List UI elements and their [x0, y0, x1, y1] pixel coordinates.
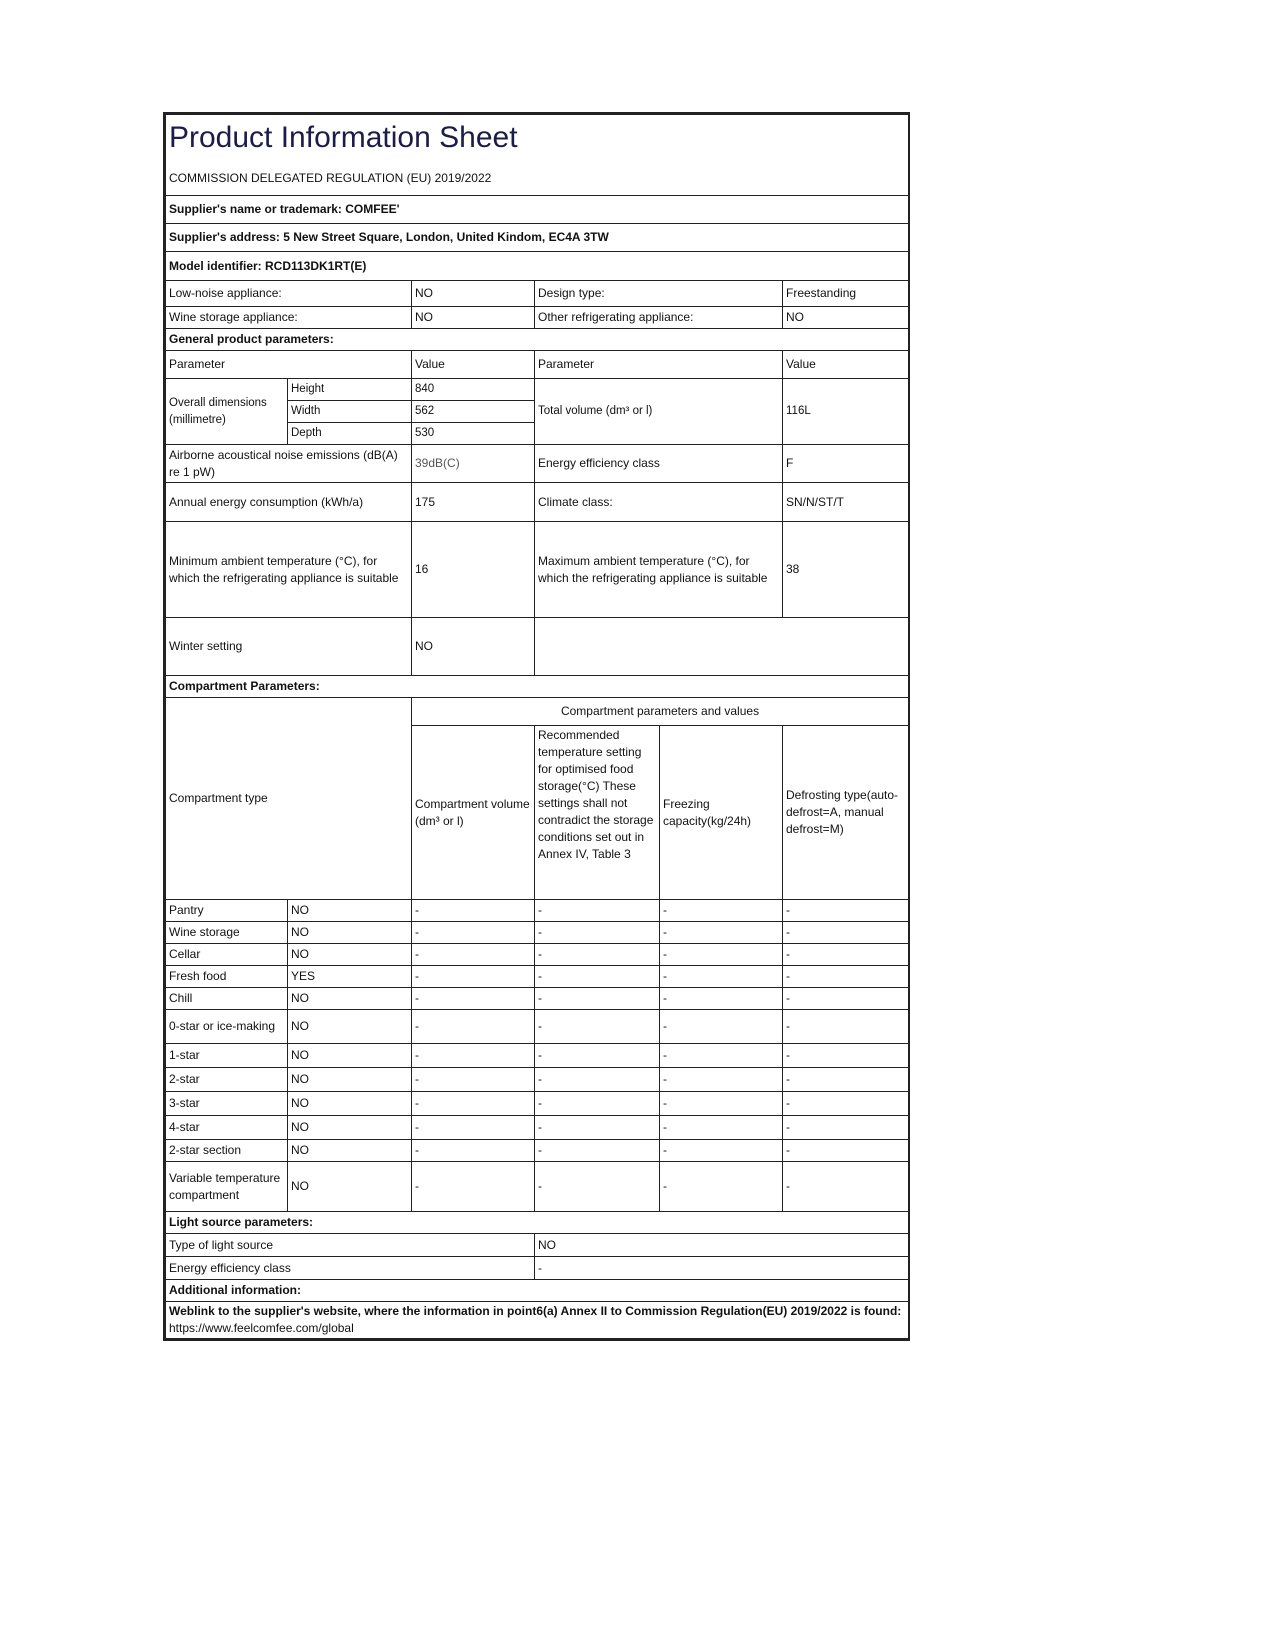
- depth-label: Depth: [288, 423, 412, 445]
- compartment-name-cell: 1-star: [166, 1044, 288, 1068]
- compartment-freezing-cell: -: [660, 1140, 783, 1162]
- compartment-freezing-cell: -: [660, 1162, 783, 1212]
- compartment-present-cell: NO: [288, 1116, 412, 1140]
- info-table: [165, 114, 909, 1339]
- compartment-present-cell: NO: [288, 1010, 412, 1044]
- compartment-present-cell: NO: [288, 922, 412, 944]
- light-type-value: NO: [535, 1234, 909, 1257]
- compartment-volume-cell: -: [412, 1044, 535, 1068]
- total-volume-value: 116L: [783, 379, 909, 445]
- energy-class-label: Energy efficiency class: [535, 445, 783, 483]
- compartment-defrost-cell: -: [783, 966, 909, 988]
- max-temperature-value: 38: [783, 522, 909, 618]
- compartment-temp-cell: -: [535, 1116, 660, 1140]
- compartment-temp-cell: -: [535, 1092, 660, 1116]
- compartment-name-cell: 2-star: [166, 1068, 288, 1092]
- compartment-row: [166, 1092, 909, 1116]
- energy-class-value: F: [783, 445, 909, 483]
- compartment-defrost-cell: -: [783, 1010, 909, 1044]
- empty-cell: [535, 618, 909, 676]
- compartment-freezing-cell: -: [660, 1092, 783, 1116]
- page-title: Product Information Sheet: [169, 121, 518, 154]
- compartment-row: [166, 1010, 909, 1044]
- compartment-rows: [166, 900, 909, 1212]
- compartment-row: [166, 900, 909, 922]
- compartment-volume-cell: -: [412, 988, 535, 1010]
- compartment-volume-cell: -: [412, 1162, 535, 1212]
- compartment-volume-cell: -: [412, 966, 535, 988]
- annual-energy-value: 175: [412, 483, 535, 522]
- light-energy-label: Energy efficiency class: [166, 1257, 535, 1280]
- additional-section-title: Additional information:: [166, 1280, 909, 1302]
- noise-emissions-value: 39dB(C): [412, 445, 535, 483]
- winter-setting-value: NO: [412, 618, 535, 676]
- compartment-present-cell: NO: [288, 1092, 412, 1116]
- compartment-temp-cell: -: [535, 988, 660, 1010]
- compartment-defrost-cell: -: [783, 1068, 909, 1092]
- volume-header: Compartment volume (dm³ or l): [412, 726, 535, 900]
- design-type-label: Design type:: [535, 281, 783, 307]
- other-appliance-label: Other refrigerating appliance:: [535, 307, 783, 329]
- compartment-name-cell: 0-star or ice-making: [166, 1010, 288, 1044]
- compartment-row: [166, 944, 909, 966]
- compartment-freezing-cell: -: [660, 1044, 783, 1068]
- compartment-present-cell: NO: [288, 988, 412, 1010]
- compartment-group-header: Compartment parameters and values: [412, 698, 909, 726]
- compartment-volume-cell: -: [412, 1068, 535, 1092]
- compartment-name-cell: Wine storage: [166, 922, 288, 944]
- compartment-name-cell: Fresh food: [166, 966, 288, 988]
- low-noise-label: Low-noise appliance:: [166, 281, 412, 307]
- other-appliance-value: NO: [783, 307, 909, 329]
- width-label: Width: [288, 401, 412, 423]
- compartment-temp-cell: -: [535, 966, 660, 988]
- compartment-present-cell: YES: [288, 966, 412, 988]
- compartment-volume-cell: -: [412, 1140, 535, 1162]
- title-block: [166, 115, 909, 196]
- compartment-defrost-cell: -: [783, 1140, 909, 1162]
- compartment-defrost-cell: -: [783, 988, 909, 1010]
- light-section-title: Light source parameters:: [166, 1212, 909, 1234]
- winter-setting-label: Winter setting: [166, 618, 412, 676]
- min-temperature-value: 16: [412, 522, 535, 618]
- value-header: Value: [412, 351, 535, 379]
- compartment-freezing-cell: -: [660, 922, 783, 944]
- compartment-row: [166, 1140, 909, 1162]
- light-type-label: Type of light source: [166, 1234, 535, 1257]
- compartment-row: [166, 1162, 909, 1212]
- height-label: Height: [288, 379, 412, 401]
- weblink-url[interactable]: https://www.feelcomfee.com/global: [169, 1321, 354, 1335]
- compartment-temp-cell: -: [535, 1068, 660, 1092]
- compartment-freezing-cell: -: [660, 966, 783, 988]
- compartment-volume-cell: -: [412, 1092, 535, 1116]
- compartment-defrost-cell: -: [783, 1044, 909, 1068]
- compartment-present-cell: NO: [288, 1044, 412, 1068]
- compartment-present-cell: NO: [288, 944, 412, 966]
- compartment-temp-cell: -: [535, 1044, 660, 1068]
- compartment-freezing-cell: -: [660, 944, 783, 966]
- light-energy-value: -: [535, 1257, 909, 1280]
- compartment-name-cell: Pantry: [166, 900, 288, 922]
- compartment-name-cell: 3-star: [166, 1092, 288, 1116]
- compartment-row: [166, 988, 909, 1010]
- weblink-label: Weblink to the supplier's website, where the information in point6(a) Annex II to Commission Regulation(EU) 2019/2022 is found:: [169, 1304, 902, 1318]
- noise-emissions-label: Airborne acoustical noise emissions (dB(A) re 1 pW): [166, 445, 412, 483]
- compartment-defrost-cell: -: [783, 1116, 909, 1140]
- compartment-temp-cell: -: [535, 1140, 660, 1162]
- compartment-temp-cell: -: [535, 1162, 660, 1212]
- compartment-defrost-cell: -: [783, 1162, 909, 1212]
- supplier-address: Supplier's address: 5 New Street Square, London, United Kindom, EC4A 3TW: [166, 224, 909, 252]
- compartment-defrost-cell: -: [783, 944, 909, 966]
- compartment-temp-cell: -: [535, 900, 660, 922]
- compartment-volume-cell: -: [412, 1010, 535, 1044]
- regulation-text: COMMISSION DELEGATED REGULATION (EU) 2019/2022: [169, 171, 492, 185]
- compartment-name-cell: Variable temperature compartment: [166, 1162, 288, 1212]
- supplier-name: Supplier's name or trademark: COMFEE': [166, 196, 909, 224]
- product-information-sheet: [163, 112, 910, 1341]
- compartment-freezing-cell: -: [660, 1010, 783, 1044]
- depth-value: 530: [412, 423, 535, 445]
- compartment-row: [166, 922, 909, 944]
- general-section-title: General product parameters:: [166, 329, 909, 351]
- climate-class-label: Climate class:: [535, 483, 783, 522]
- compartment-type-header: Compartment type: [166, 698, 412, 900]
- value-header-2: Value: [783, 351, 909, 379]
- low-noise-value: NO: [412, 281, 535, 307]
- compartment-freezing-cell: -: [660, 988, 783, 1010]
- compartment-freezing-cell: -: [660, 900, 783, 922]
- compartment-row: [166, 966, 909, 988]
- compartment-name-cell: 4-star: [166, 1116, 288, 1140]
- compartment-present-cell: NO: [288, 1140, 412, 1162]
- compartment-volume-cell: -: [412, 944, 535, 966]
- compartment-present-cell: NO: [288, 1068, 412, 1092]
- compartment-name-cell: 2-star section: [166, 1140, 288, 1162]
- annual-energy-label: Annual energy consumption (kWh/a): [166, 483, 412, 522]
- min-temperature-label: Minimum ambient temperature (°C), for which the refrigerating appliance is suitable: [166, 522, 412, 618]
- wine-storage-value: NO: [412, 307, 535, 329]
- defrost-header: Defrosting type(auto-defrost=A, manual defrost=M): [783, 726, 909, 900]
- compartment-row: [166, 1068, 909, 1092]
- width-value: 562: [412, 401, 535, 423]
- parameter-header-2: Parameter: [535, 351, 783, 379]
- compartment-freezing-cell: -: [660, 1068, 783, 1092]
- freezing-header: Freezing capacity(kg/24h): [660, 726, 783, 900]
- compartment-volume-cell: -: [412, 900, 535, 922]
- compartment-volume-cell: -: [412, 922, 535, 944]
- compartment-section-title: Compartment Parameters:: [166, 676, 909, 698]
- max-temperature-label: Maximum ambient temperature (°C), for which the refrigerating appliance is suitable: [535, 522, 783, 618]
- compartment-defrost-cell: -: [783, 1092, 909, 1116]
- compartment-name-cell: Chill: [166, 988, 288, 1010]
- design-type-value: Freestanding: [783, 281, 909, 307]
- compartment-row: [166, 1116, 909, 1140]
- total-volume-label: Total volume (dm³ or l): [535, 379, 783, 445]
- weblink-cell: [166, 1302, 909, 1339]
- compartment-temp-cell: -: [535, 1010, 660, 1044]
- compartment-temp-cell: -: [535, 944, 660, 966]
- climate-class-value: SN/N/ST/T: [783, 483, 909, 522]
- parameter-header: Parameter: [166, 351, 412, 379]
- overall-dimensions-label: Overall dimensions (millimetre): [166, 379, 288, 445]
- compartment-defrost-cell: -: [783, 900, 909, 922]
- compartment-present-cell: NO: [288, 1162, 412, 1212]
- compartment-temp-cell: -: [535, 922, 660, 944]
- compartment-defrost-cell: -: [783, 922, 909, 944]
- compartment-freezing-cell: -: [660, 1116, 783, 1140]
- model-identifier: Model identifier: RCD113DK1RT(E): [166, 252, 909, 281]
- compartment-present-cell: NO: [288, 900, 412, 922]
- wine-storage-label: Wine storage appliance:: [166, 307, 412, 329]
- compartment-name-cell: Cellar: [166, 944, 288, 966]
- compartment-volume-cell: -: [412, 1116, 535, 1140]
- temperature-header: Recommended temperature setting for optimised food storage(°C) These settings shall not contradict the storage conditions set out in Annex IV, Table 3: [535, 726, 660, 900]
- height-value: 840: [412, 379, 535, 401]
- compartment-row: [166, 1044, 909, 1068]
